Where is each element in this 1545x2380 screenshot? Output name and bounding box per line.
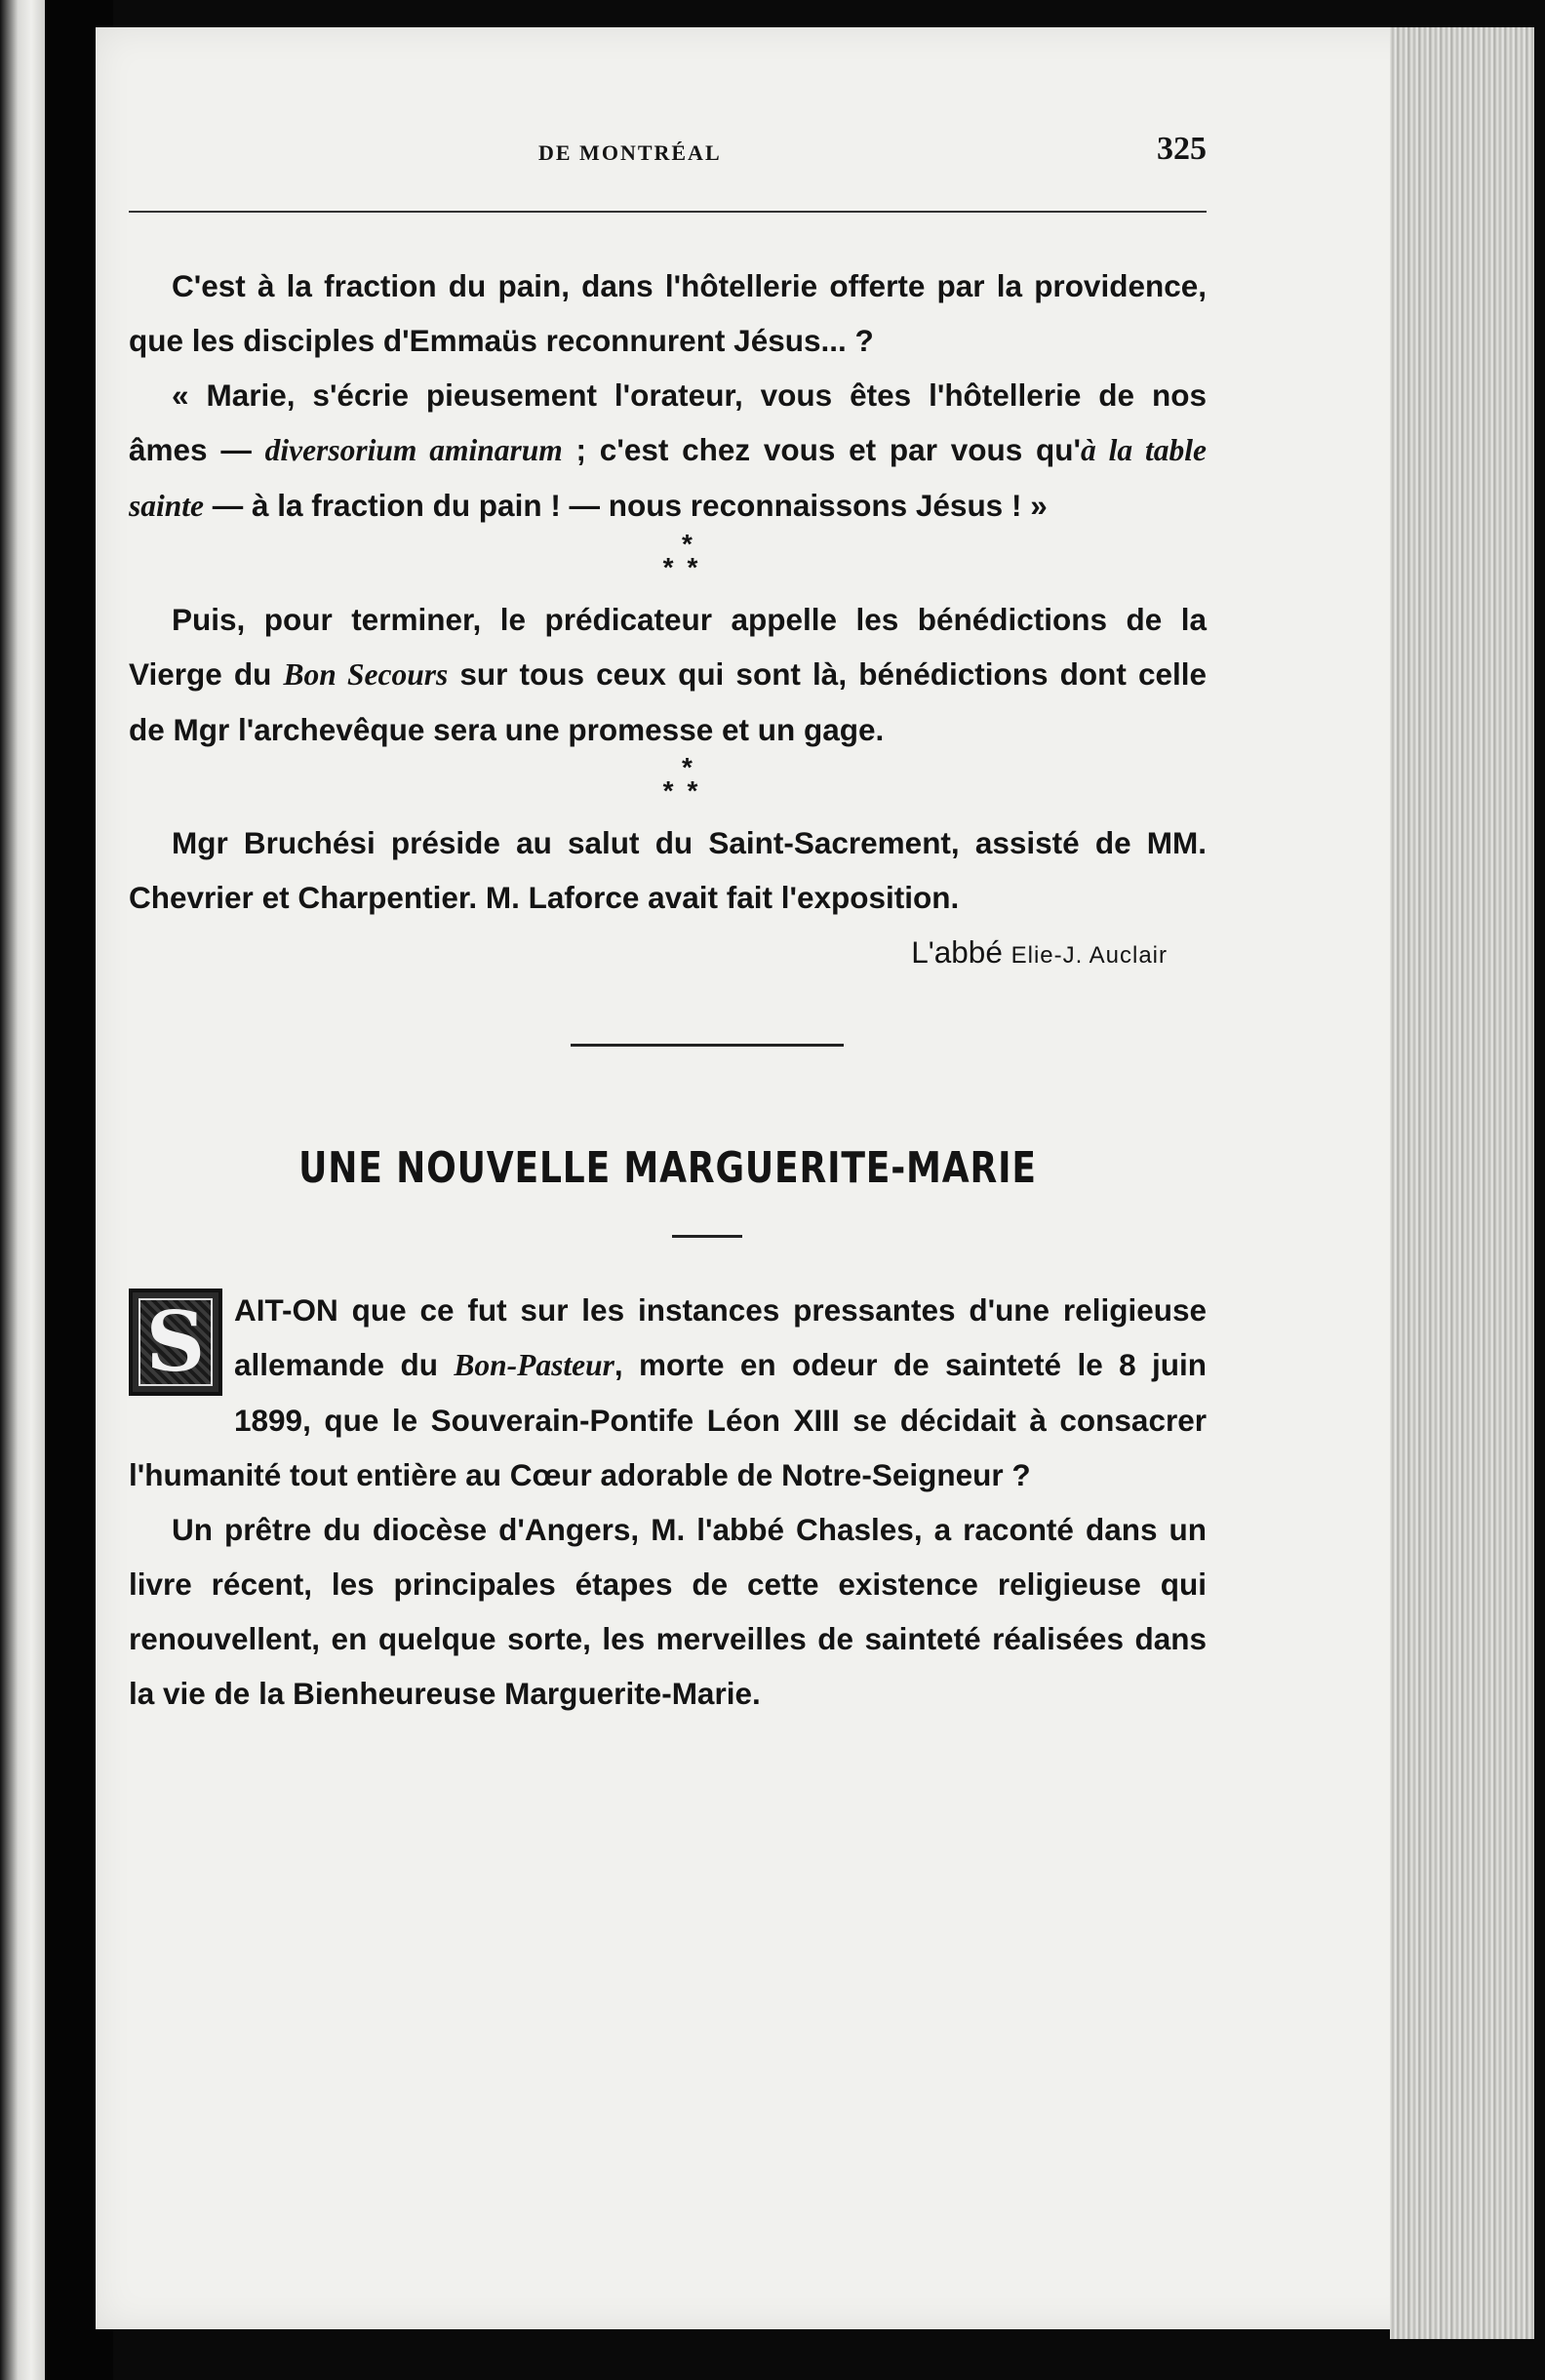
asterism-divider: * **	[662, 752, 712, 806]
ornamental-dropcap: S	[129, 1289, 222, 1396]
left-page-edge	[0, 0, 45, 2380]
signature: L'abbé Elie-J. Auclair	[911, 934, 1168, 970]
article-body	[129, 1283, 1207, 1721]
running-head	[129, 117, 1207, 176]
paragraph-benedictions: Puis, pour terminer, le prédicateur appelle les bénédictions de la Vierge du Bon Secours sur tous ceux qui sont là, bénédictions dont celle de Mgr l'archevêque sera une promesse et un gage.	[129, 602, 1208, 747]
article-title: UNE NOUVELLE MARGUERITE-MARIE	[298, 1143, 1037, 1193]
asterism-divider: * **	[662, 529, 712, 582]
paragraph-marie-quote: « Marie, s'écrie pieusement l'orateur, vous êtes l'hôtellerie de nos âmes — diversorium aminarum ; c'est chez vous et par vous qu'à la table sainte — à la fraction du pain ! — nous reconnaissons Jésus ! »	[129, 377, 1207, 523]
paragraph-religieuse: AIT-ON que ce fut sur les instances pressantes d'une religieuse allemande du Bon-Pasteur, morte en odeur de sainteté le 8 juin 1899, que le Souverain-Pontife Léon XIII se décidait à consacrer l'humanité tout entière au Cœur adorable de Notre-Seigneur ?	[129, 1292, 1207, 1492]
page-number: 325	[1157, 131, 1207, 167]
section-separator	[571, 1044, 844, 1047]
running-head-title: DE MONTRÉAL	[538, 140, 722, 165]
paragraph-abbe-chasles: Un prêtre du diocèse d'Angers, M. l'abbé Chasles, a raconté dans un livre récent, les principales étapes de cette existence religieuse qui renouvellent, en quelque sorte, les merveilles de sainteté réalisées dans la vie de la Bienheureuse Marguerite-Marie.	[129, 1512, 1207, 1711]
header-rule	[129, 211, 1207, 213]
page-stack-edge	[1390, 27, 1534, 2339]
paragraph-salut: Mgr Bruchési préside au salut du Saint-Sacrement, assisté de MM. Chevrier et Charpentier. M. Laforce avait fait l'exposition.	[129, 825, 1207, 915]
title-rule	[672, 1235, 742, 1238]
paragraph-emmaus: C'est à la fraction du pain, dans l'hôtellerie offerte par la providence, que les disciples d'Emmaüs reconnurent Jésus... ?	[129, 268, 1207, 358]
body-text	[129, 258, 1207, 1721]
page-text-block	[129, 117, 1208, 1711]
